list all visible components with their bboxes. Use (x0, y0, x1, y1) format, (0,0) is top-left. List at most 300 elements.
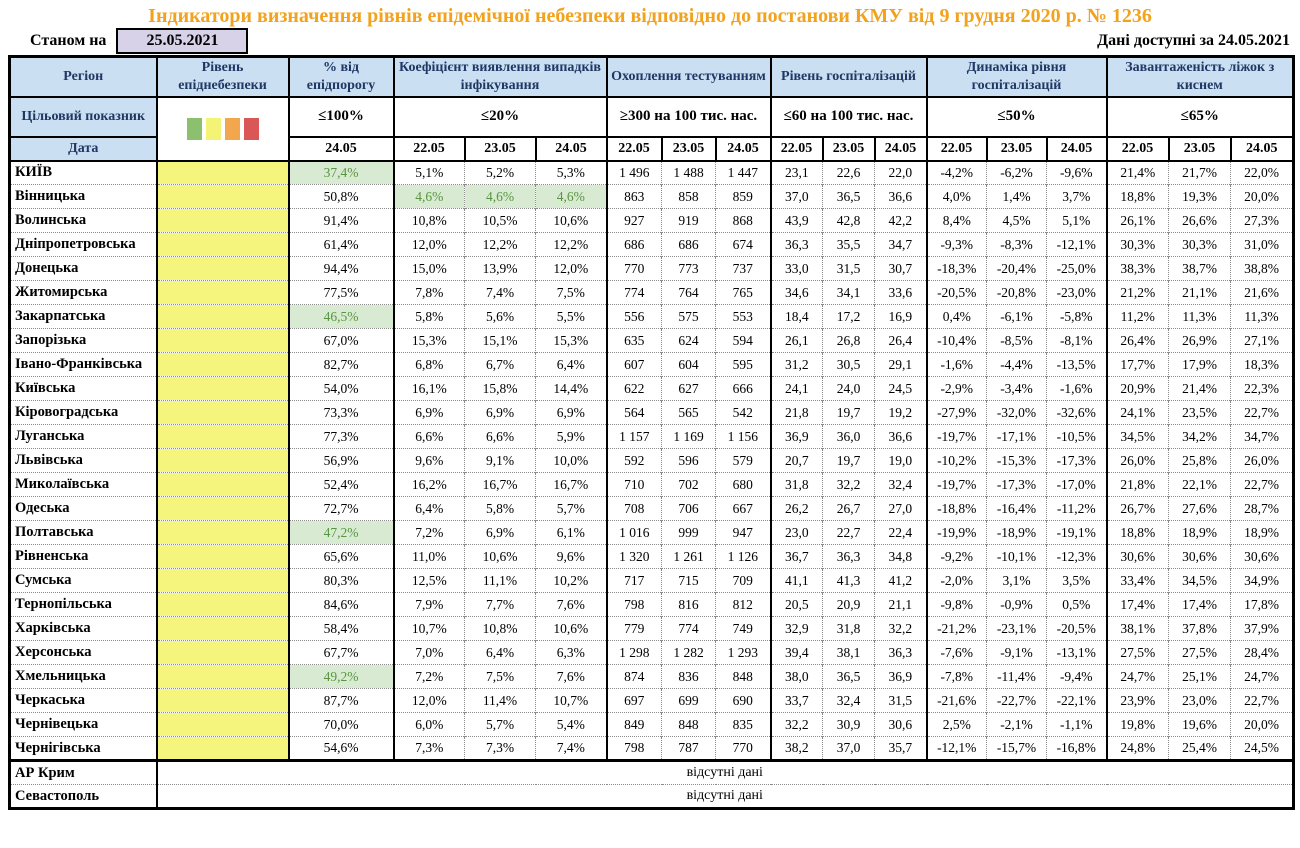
value-cell: -1,1% (1047, 713, 1107, 737)
value-cell: 20,9 (823, 593, 875, 617)
value-cell: 835 (716, 713, 771, 737)
table-row (10, 209, 1294, 233)
danger-level-cell (157, 329, 289, 353)
value-cell: 21,1% (1169, 281, 1231, 305)
data-available-date: 24.05.2021 (1218, 32, 1290, 49)
value-cell: 23,1 (771, 161, 823, 185)
value-cell: 595 (716, 353, 771, 377)
value-cell: 5,5% (536, 305, 607, 329)
value-cell: 1 156 (716, 425, 771, 449)
value-cell: -4,2% (927, 161, 987, 185)
value-cell: 16,9 (875, 305, 927, 329)
value-cell: -18,9% (987, 521, 1047, 545)
value-cell: 17,4% (1169, 593, 1231, 617)
danger-level-cell (157, 473, 289, 497)
value-cell: 6,7% (465, 353, 536, 377)
value-cell: 21,4% (1107, 161, 1169, 185)
value-cell: 770 (607, 257, 662, 281)
value-cell: 84,6% (289, 593, 394, 617)
target-2: ≤20% (394, 97, 607, 137)
value-cell: 72,7% (289, 497, 394, 521)
value-cell: 1 157 (607, 425, 662, 449)
value-cell: -11,4% (987, 665, 1047, 689)
value-cell: 18,9% (1169, 521, 1231, 545)
value-cell: 26,6% (1169, 209, 1231, 233)
region-name: Дніпропетровська (10, 233, 157, 257)
danger-level-cell (157, 545, 289, 569)
value-cell: 5,7% (536, 497, 607, 521)
value-cell: 564 (607, 401, 662, 425)
value-cell: 10,7% (536, 689, 607, 713)
value-cell: 0,5% (1047, 593, 1107, 617)
target-4: ≤60 на 100 тис. нас. (771, 97, 927, 137)
value-cell: 34,7% (1231, 425, 1294, 449)
value-cell: 874 (607, 665, 662, 689)
value-cell: 7,3% (465, 737, 536, 761)
value-cell: 31,5 (875, 689, 927, 713)
value-cell: 31,0% (1231, 233, 1294, 257)
value-cell: 18,8% (1107, 185, 1169, 209)
date-cell: 22.05 (771, 137, 823, 161)
value-cell: 67,0% (289, 329, 394, 353)
value-cell: 7,2% (394, 665, 465, 689)
table-row (10, 281, 1294, 305)
value-cell: 702 (662, 473, 716, 497)
value-cell: 680 (716, 473, 771, 497)
value-cell: 1 496 (607, 161, 662, 185)
value-cell: 927 (607, 209, 662, 233)
date-cell: 24.05 (1047, 137, 1107, 161)
value-cell: 10,8% (465, 617, 536, 641)
region-name: Київська (10, 377, 157, 401)
value-cell: 3,5% (1047, 569, 1107, 593)
value-cell: 65,6% (289, 545, 394, 569)
value-cell: 11,2% (1107, 305, 1169, 329)
value-cell: 6,4% (465, 641, 536, 665)
value-cell: 5,8% (394, 305, 465, 329)
value-cell: 77,3% (289, 425, 394, 449)
data-available (1097, 32, 1290, 50)
value-cell: 16,2% (394, 473, 465, 497)
value-cell: 58,4% (289, 617, 394, 641)
value-cell: -9,4% (1047, 665, 1107, 689)
value-cell: 666 (716, 377, 771, 401)
value-cell: -19,7% (927, 473, 987, 497)
region-name: Харківська (10, 617, 157, 641)
value-cell: 848 (716, 665, 771, 689)
value-cell: -1,6% (927, 353, 987, 377)
value-cell: 6,8% (394, 353, 465, 377)
value-cell: 46,5% (289, 305, 394, 329)
value-cell: -8,3% (987, 233, 1047, 257)
value-cell: 67,7% (289, 641, 394, 665)
value-cell: 607 (607, 353, 662, 377)
value-cell: 10,6% (465, 545, 536, 569)
table-row (10, 257, 1294, 281)
value-cell: -12,3% (1047, 545, 1107, 569)
col-header-hospitalization-dynamics: Динаміка рівня госпіталізацій (927, 57, 1107, 97)
value-cell: -3,4% (987, 377, 1047, 401)
value-cell: 36,3 (771, 233, 823, 257)
value-cell: 7,5% (465, 665, 536, 689)
value-cell: 56,9% (289, 449, 394, 473)
value-cell: 54,6% (289, 737, 394, 761)
value-cell: 28,7% (1231, 497, 1294, 521)
table-row (10, 545, 1294, 569)
region-name: Херсонська (10, 641, 157, 665)
value-cell: -13,1% (1047, 641, 1107, 665)
region-name: Волинська (10, 209, 157, 233)
value-cell: 18,9% (1231, 521, 1294, 545)
value-cell: 3,7% (1047, 185, 1107, 209)
value-cell: 858 (662, 185, 716, 209)
value-cell: 24,7% (1107, 665, 1169, 689)
region-name: Луганська (10, 425, 157, 449)
status-label: Станом на (30, 32, 107, 49)
table-row (10, 353, 1294, 377)
value-cell: 26,0% (1231, 449, 1294, 473)
table-row (10, 569, 1294, 593)
value-cell: -16,4% (987, 497, 1047, 521)
value-cell: 686 (607, 233, 662, 257)
value-cell: 37,9% (1231, 617, 1294, 641)
value-cell: -4,4% (987, 353, 1047, 377)
value-cell: -11,2% (1047, 497, 1107, 521)
value-cell: 20,9% (1107, 377, 1169, 401)
status-as-of (30, 28, 248, 54)
value-cell: 33,6 (875, 281, 927, 305)
date-cell: 24.05 (1231, 137, 1294, 161)
value-cell: 41,3 (823, 569, 875, 593)
value-cell: 34,2% (1169, 425, 1231, 449)
value-cell: -9,3% (927, 233, 987, 257)
danger-level-cell (157, 593, 289, 617)
value-cell: 7,0% (394, 641, 465, 665)
value-cell: 26,0% (1107, 449, 1169, 473)
value-cell: 34,1 (823, 281, 875, 305)
value-cell: 6,6% (465, 425, 536, 449)
danger-level-cell (157, 713, 289, 737)
value-cell: 87,7% (289, 689, 394, 713)
region-name: КИЇВ (10, 161, 157, 185)
region-name: Донецька (10, 257, 157, 281)
value-cell: 709 (716, 569, 771, 593)
danger-level-cell (157, 425, 289, 449)
value-cell: 23,5% (1169, 401, 1231, 425)
date-cell: 22.05 (1107, 137, 1169, 161)
value-cell: 26,4 (875, 329, 927, 353)
table-row-no-data (10, 785, 1294, 809)
value-cell: -6,1% (987, 305, 1047, 329)
value-cell: 27,5% (1169, 641, 1231, 665)
region-name: Полтавська (10, 521, 157, 545)
value-cell: 30,3% (1169, 233, 1231, 257)
value-cell: -21,2% (927, 617, 987, 641)
value-cell: 16,1% (394, 377, 465, 401)
value-cell: -19,1% (1047, 521, 1107, 545)
value-cell: 22,7% (1231, 401, 1294, 425)
value-cell: 17,9% (1169, 353, 1231, 377)
col-header-oxygen-beds: Завантаженість ліжок з киснем (1107, 57, 1294, 97)
value-cell: 26,2 (771, 497, 823, 521)
value-cell: -10,1% (987, 545, 1047, 569)
value-cell: 26,7 (823, 497, 875, 521)
value-cell: 30,6% (1231, 545, 1294, 569)
region-name: Черкаська (10, 689, 157, 713)
value-cell: 11,3% (1169, 305, 1231, 329)
value-cell: -20,4% (987, 257, 1047, 281)
region-name: Львівська (10, 449, 157, 473)
value-cell: 34,5% (1107, 425, 1169, 449)
value-cell: -9,1% (987, 641, 1047, 665)
value-cell: 710 (607, 473, 662, 497)
value-cell: 91,4% (289, 209, 394, 233)
region-name: Запорізька (10, 329, 157, 353)
value-cell: -17,0% (1047, 473, 1107, 497)
value-cell: 36,3 (875, 641, 927, 665)
region-name: Хмельницька (10, 665, 157, 689)
value-cell: 16,7% (465, 473, 536, 497)
value-cell: 22,4 (875, 521, 927, 545)
value-cell: 26,1% (1107, 209, 1169, 233)
value-cell: 579 (716, 449, 771, 473)
value-cell: 32,2 (771, 713, 823, 737)
date-cell: 22.05 (927, 137, 987, 161)
value-cell: 816 (662, 593, 716, 617)
value-cell: 17,8% (1231, 593, 1294, 617)
value-cell: 798 (607, 593, 662, 617)
value-cell: -32,0% (987, 401, 1047, 425)
value-cell: -16,8% (1047, 737, 1107, 761)
indicators-table (8, 55, 1295, 810)
value-cell: 849 (607, 713, 662, 737)
value-cell: -32,6% (1047, 401, 1107, 425)
value-cell: 7,3% (394, 737, 465, 761)
value-cell: 15,0% (394, 257, 465, 281)
value-cell: 26,9% (1169, 329, 1231, 353)
danger-level-cell (157, 617, 289, 641)
table-row (10, 425, 1294, 449)
value-cell: 27,1% (1231, 329, 1294, 353)
value-cell: 27,6% (1169, 497, 1231, 521)
value-cell: 7,2% (394, 521, 465, 545)
value-cell: 41,1 (771, 569, 823, 593)
value-cell: 22,7 (823, 521, 875, 545)
value-cell: 30,6% (1169, 545, 1231, 569)
status-date: 25.05.2021 (116, 28, 248, 54)
region-name: Чернівецька (10, 713, 157, 737)
value-cell: 37,0 (771, 185, 823, 209)
region-name: Миколаївська (10, 473, 157, 497)
value-cell: 36,7 (771, 545, 823, 569)
value-cell: -12,1% (1047, 233, 1107, 257)
value-cell: 17,4% (1107, 593, 1169, 617)
value-cell: 38,2 (771, 737, 823, 761)
value-cell: 22,7% (1231, 689, 1294, 713)
value-cell: -2,9% (927, 377, 987, 401)
value-cell: 868 (716, 209, 771, 233)
legend-swatch-0 (187, 118, 202, 140)
date-cell: 24.05 (536, 137, 607, 161)
value-cell: 33,0 (771, 257, 823, 281)
value-cell: 20,0% (1231, 713, 1294, 737)
value-cell: 26,4% (1107, 329, 1169, 353)
table-row (10, 593, 1294, 617)
table-row (10, 401, 1294, 425)
value-cell: 32,9 (771, 617, 823, 641)
value-cell: -19,9% (927, 521, 987, 545)
value-cell: 35,7 (875, 737, 927, 761)
value-cell: 6,0% (394, 713, 465, 737)
value-cell: 34,5% (1169, 569, 1231, 593)
value-cell: -20,5% (927, 281, 987, 305)
value-cell: 6,9% (536, 401, 607, 425)
value-cell: 24,5% (1231, 737, 1294, 761)
danger-level-cell (157, 185, 289, 209)
value-cell: 37,8% (1169, 617, 1231, 641)
value-cell: 23,9% (1107, 689, 1169, 713)
value-cell: 27,5% (1107, 641, 1169, 665)
value-cell: 5,2% (465, 161, 536, 185)
value-cell: -9,2% (927, 545, 987, 569)
value-cell: -9,6% (1047, 161, 1107, 185)
value-cell: -10,4% (927, 329, 987, 353)
value-cell: -2,0% (927, 569, 987, 593)
value-cell: -15,3% (987, 449, 1047, 473)
value-cell: 49,2% (289, 665, 394, 689)
value-cell: 542 (716, 401, 771, 425)
value-cell: 7,5% (536, 281, 607, 305)
value-cell: 77,5% (289, 281, 394, 305)
value-cell: 38,1 (823, 641, 875, 665)
region-name: Вінницька (10, 185, 157, 209)
value-cell: 35,5 (823, 233, 875, 257)
value-cell: 9,6% (394, 449, 465, 473)
value-cell: -23,1% (987, 617, 1047, 641)
value-cell: 1 293 (716, 641, 771, 665)
value-cell: 20,7 (771, 449, 823, 473)
value-cell: 4,6% (394, 185, 465, 209)
value-cell: 11,1% (465, 569, 536, 593)
danger-level-cell (157, 497, 289, 521)
value-cell: 18,4 (771, 305, 823, 329)
value-cell: 667 (716, 497, 771, 521)
value-cell: 7,6% (536, 593, 607, 617)
value-cell: 24,5 (875, 377, 927, 401)
subheader (0, 28, 1300, 55)
region-name: АР Крим (10, 761, 157, 785)
value-cell: 36,6 (875, 425, 927, 449)
value-cell: 565 (662, 401, 716, 425)
value-cell: 15,1% (465, 329, 536, 353)
value-cell: 73,3% (289, 401, 394, 425)
page-title: Індикатори визначення рівнів епідемічної небезпеки відповідно до постанови КМУ від 9 грудня 2020 р. № 1236 (148, 5, 1152, 27)
value-cell: 36,5 (823, 665, 875, 689)
date-cell: 23.05 (1169, 137, 1231, 161)
value-cell: 36,0 (823, 425, 875, 449)
value-cell: 33,7 (771, 689, 823, 713)
value-cell: 25,4% (1169, 737, 1231, 761)
value-cell: 919 (662, 209, 716, 233)
value-cell: 31,2 (771, 353, 823, 377)
legend-swatch-3 (244, 118, 259, 140)
table-row (10, 689, 1294, 713)
value-cell: 25,8% (1169, 449, 1231, 473)
value-cell: 36,3 (823, 545, 875, 569)
value-cell: 36,9 (771, 425, 823, 449)
danger-level-legend (157, 97, 289, 161)
danger-level-cell (157, 401, 289, 425)
value-cell: 36,5 (823, 185, 875, 209)
value-cell: 32,4 (875, 473, 927, 497)
value-cell: 1,4% (987, 185, 1047, 209)
value-cell: 32,4 (823, 689, 875, 713)
value-cell: 15,8% (465, 377, 536, 401)
value-cell: 34,8 (875, 545, 927, 569)
table-row (10, 185, 1294, 209)
value-cell: 21,7% (1169, 161, 1231, 185)
date-cell: 24.05 (716, 137, 771, 161)
value-cell: 30,3% (1107, 233, 1169, 257)
value-cell: 26,1 (771, 329, 823, 353)
value-cell: 22,6 (823, 161, 875, 185)
date-cell: 23.05 (823, 137, 875, 161)
value-cell: -8,5% (987, 329, 1047, 353)
value-cell: 7,9% (394, 593, 465, 617)
value-cell: 61,4% (289, 233, 394, 257)
value-cell: 50,8% (289, 185, 394, 209)
table-row (10, 233, 1294, 257)
value-cell: 553 (716, 305, 771, 329)
value-cell: -0,9% (987, 593, 1047, 617)
value-cell: 6,4% (394, 497, 465, 521)
value-cell: 773 (662, 257, 716, 281)
value-cell: 798 (607, 737, 662, 761)
value-cell: 947 (716, 521, 771, 545)
value-cell: -20,5% (1047, 617, 1107, 641)
value-cell: 38,8% (1231, 257, 1294, 281)
value-cell: 34,9% (1231, 569, 1294, 593)
value-cell: 24,8% (1107, 737, 1169, 761)
value-cell: 592 (607, 449, 662, 473)
value-cell: 15,3% (536, 329, 607, 353)
danger-level-cell (157, 377, 289, 401)
value-cell: 38,7% (1169, 257, 1231, 281)
value-cell: 1 261 (662, 545, 716, 569)
value-cell: 19,0 (875, 449, 927, 473)
value-cell: 697 (607, 689, 662, 713)
col-header-hospitalization-level: Рівень госпіталізацій (771, 57, 927, 97)
value-cell: 30,7 (875, 257, 927, 281)
value-cell: -25,0% (1047, 257, 1107, 281)
value-cell: 16,7% (536, 473, 607, 497)
value-cell: 80,3% (289, 569, 394, 593)
value-cell: -17,3% (987, 473, 1047, 497)
danger-level-cell (157, 161, 289, 185)
value-cell: 999 (662, 521, 716, 545)
danger-level-cell (157, 641, 289, 665)
value-cell: 12,0% (394, 233, 465, 257)
value-cell: 52,4% (289, 473, 394, 497)
value-cell: 23,0% (1169, 689, 1231, 713)
value-cell: 33,4% (1107, 569, 1169, 593)
value-cell: 674 (716, 233, 771, 257)
value-cell: 6,9% (394, 401, 465, 425)
value-cell: 37,0 (823, 737, 875, 761)
value-cell: 26,8 (823, 329, 875, 353)
value-cell: 556 (607, 305, 662, 329)
value-cell: -22,1% (1047, 689, 1107, 713)
